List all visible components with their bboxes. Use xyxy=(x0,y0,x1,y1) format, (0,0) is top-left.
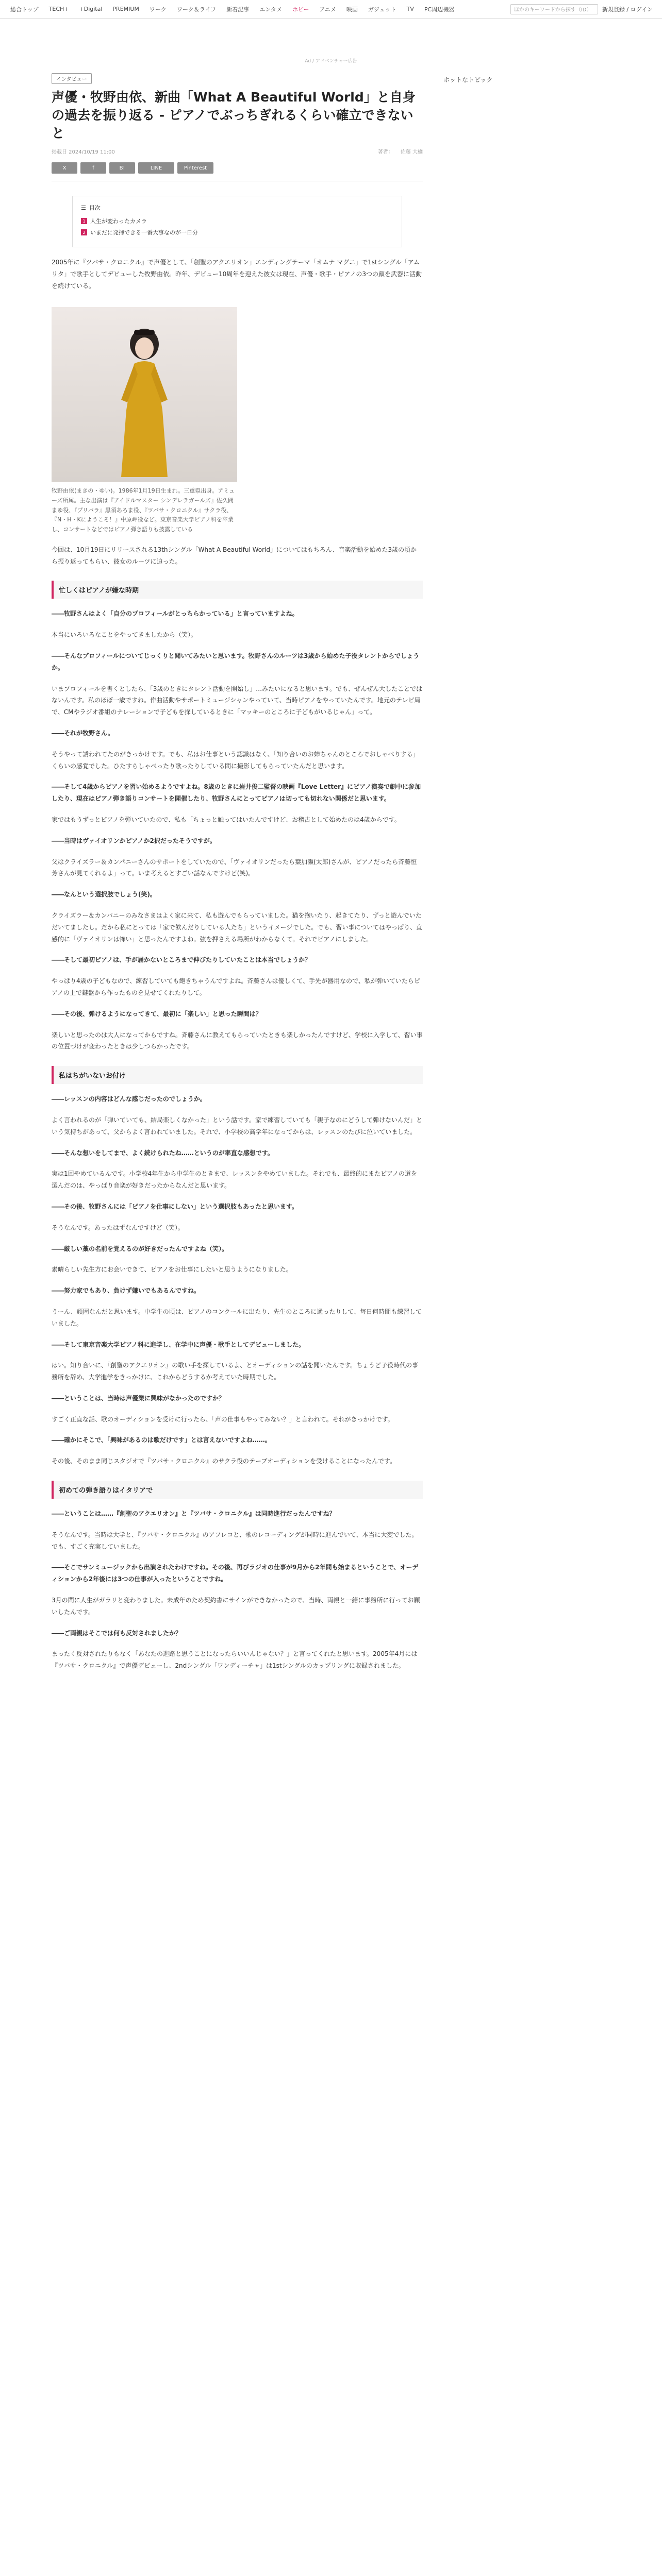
byline-author[interactable]: 佐藤 大橋 xyxy=(400,149,423,155)
interview-question: ――なんという選択肢でしょう(笑)。 xyxy=(52,891,156,899)
ad-label: Ad / アドベンチャー広告 xyxy=(305,59,357,64)
interview-question: ――努力家でもあり、負けず嫌いでもあるんですね。 xyxy=(52,1287,201,1295)
toc-number: 1 xyxy=(81,218,87,224)
global-nav xyxy=(0,0,662,19)
nav-item[interactable]: 総合トップ xyxy=(10,6,39,13)
answer-paragraph: 素晴らしい先生方にお会いできて、ピアノをお仕事にしたいと思うようになりました。 xyxy=(52,1266,292,1274)
nav-item[interactable]: +Digital xyxy=(79,6,103,12)
portrait-photo xyxy=(52,307,237,482)
nav-item[interactable]: PREMIUM xyxy=(112,6,139,12)
ad-banner xyxy=(0,19,662,67)
answer-paragraph: やっぱり4歳の子どもなので、練習していても飽きちゃうんですよね。斉藤さんは優しくて、手先が器用なので、私が弾いていたらピアノの上で鍵盤から作ったものを見せてくれたりして。 xyxy=(52,977,420,996)
answer-paragraph: いまプロフィールを書くとしたら、「3歳のときにタレント活動を開始し」…みたいになると思います。でも、ぜんぜん大したことではないんです。私のほぼ一歳ですね。作曲活動やサポートミュージシャンやっていて、当時ピアノをやっていたんです。地元のテレビ局で、CMやラジオ番組のナレーションで子どもを探しているときに「マッキーのところに子どもがいるじゃん」って。 xyxy=(52,685,423,716)
interview-question: ――厳しい藁の名前を覚えるのが好きだったんですよね（笑）。 xyxy=(52,1245,228,1252)
interview-question: ――その後、弾けるようになってきて、最初に「楽しい」と思った瞬間は？ xyxy=(52,1010,262,1018)
toc-link[interactable]: いまだに発揮できる一番大事なのが一日分 xyxy=(90,229,198,236)
person-illustration xyxy=(106,323,183,482)
interview-question: ――そして4歳からピアノを習い始めるようですよね。8歳のときに岩井俊二監督の映画『Love Letter』にピアノ演奏で劇中に参加したり、現在はピアノ弾き語りコンサートを開催したり、牧野さんにとってピアノは切っても切れない関係だと思います。 xyxy=(52,783,421,803)
publish-date: 掲載日 2024/10/19 11:00 xyxy=(52,149,115,155)
toc-item[interactable] xyxy=(81,228,393,236)
answer-paragraph: 父はクライズラー＆カンパニーさんのサポートをしていたので、「ヴァイオリンだったら葉加瀬(太郎)さんが、ピアノだったら斉藤恒芳さんが見てくれるよ」って。いま考えるとすごい話なんですけど(笑)。 xyxy=(52,858,417,877)
interview-question: ――ご両親はそこでは何も反対されましたか？ xyxy=(52,1629,182,1637)
nav-item[interactable]: アニメ xyxy=(319,6,336,13)
answer-paragraph: うーん、頑固なんだと思います。中学生の頃は、ピアノのコンクールに出たり、先生のところに通ったりして、毎日何時間も練習していました。 xyxy=(52,1308,422,1327)
share-button[interactable]: X xyxy=(52,162,77,174)
table-of-contents xyxy=(72,196,402,247)
article xyxy=(52,67,423,1672)
list-icon: ☰ xyxy=(81,204,86,211)
answer-paragraph: そうなんです。当時は大学と、『ツバサ・クロニクル』のアフレコと、歌のレコーディングが同時に進んでいて、本当に大変でした。でも、すごく充実していました。 xyxy=(52,1531,418,1550)
interview-question: ――確かにそこで、「興味があるのは歌だけです」とは言えないですよね……。 xyxy=(52,1436,271,1444)
interview-question: ――そんな想いをしてまで、よく続けられたね……というのが率直な感想です。 xyxy=(52,1149,274,1157)
sidebar-title: ホットなトピック xyxy=(443,76,493,83)
answer-paragraph: そうやって誘われてたのがきっかけです。でも、私はお仕事という認識はなく、「知り合いのお姉ちゃんのところでおしゃべりする」くらいの感覚でした。ひたすらしゃべったり歌ったりしている間に撮影してもらっていたんだと思います。 xyxy=(52,750,419,770)
interview-question: ――そんなプロフィールについてじっくりと聞いてみたいと思います。牧野さんのルーツは3歳から始めた子役タレントからでしょうか。 xyxy=(52,652,420,671)
nav-item[interactable]: 映画 xyxy=(346,6,358,13)
byline-label: 著者： xyxy=(377,149,393,155)
answer-paragraph: クライズラー＆カンパニーのみなさまはよく家に来て、私も遊んでもらっていました。猫を抱いたり、起きてたり、ずっと遊んでいただいてましたし。だから私にとっては「家で飲んだりしている人たち」というイメージでした。でも、習い事についてはやっぱり、直感的に「ヴァイオリンは怖い」と思ったんですよね。弦を押さえる場所がわからなくて。それでピアノにしました。 xyxy=(52,911,423,943)
share-button[interactable]: f xyxy=(80,162,106,174)
article-title: 声優・牧野由依、新曲「What A Beautiful World」と自身の過去を振り返る - ピアノでぶっちぎれるくらい確立できないと xyxy=(52,90,416,141)
nav-item[interactable]: 新着記事 xyxy=(226,6,250,13)
share-button[interactable]: LINE xyxy=(138,162,174,174)
answer-paragraph: その後、そのまま同じスタジオで『ツバサ・クロニクル』のサクラ役のテープオーディションを受けることになったんです。 xyxy=(52,1458,396,1465)
toc-heading: 目次 xyxy=(89,205,101,211)
interview-question: ――レッスンの内容はどんな感じだったのでしょうか。 xyxy=(52,1095,206,1103)
share-button[interactable]: Pinterest xyxy=(177,162,213,174)
category-tag[interactable]: インタビュー xyxy=(52,73,92,84)
answer-paragraph: 今回は、10月19日にリリースされる13thシングル「What A Beautiful World」についてはもちろん、音楽活動を始めた3歳の頃から振り返ってもらい、彼女のルーツに迫った。 xyxy=(52,546,417,565)
answer-paragraph: はい。知り合いに、『創聖のアクエリオン』の歌い手を探しているよ、とオーディションの話を聞いたんです。ちょうど子役時代の事務所を辞め、大学進学をきっかけに、これからどうするか考えていた時期でした。 xyxy=(52,1362,419,1381)
nav-item[interactable]: PC周辺機器 xyxy=(424,6,455,13)
login-link[interactable]: 新規登録 / ログイン xyxy=(602,6,653,13)
nav-item[interactable]: ホビー xyxy=(292,6,309,13)
nav-item[interactable]: ガジェット xyxy=(368,6,396,13)
answer-paragraph: まったく反対されたりもなく「あなたの進路と思うことになったらいいんじゃない？」と言ってくれたと思います。2005年4月には『ツバサ・クロニクル』で声優デビューし、2ndシングル「ワンディーチャ」は1stシングルのカップリングに収録されました。 xyxy=(52,1650,418,1670)
answer-paragraph: すごく正直な話、歌のオーディションを受けに行ったら、「声の仕事もやってみない？」と言われて。それがきっかけです。 xyxy=(52,1415,394,1423)
interview-question: ――ということは、当時は声優業に興味がなかったのですか？ xyxy=(52,1394,225,1402)
section-heading: 私はちがいないお付け xyxy=(52,1066,423,1084)
sidebar xyxy=(443,67,608,1672)
nav-item[interactable]: エンタメ xyxy=(259,6,282,13)
nav-item[interactable]: ワーク＆ライフ xyxy=(176,6,217,13)
answer-paragraph: 3月の間に人生がガラリと変わりました。未成年のため契約書にサインができなかったので、当時、両親と一緒に事務所に行ってお願いしたんです。 xyxy=(52,1597,420,1616)
answer-paragraph: よく言われるのが「弾いていても、結局楽しくなかった」という話です。家で練習していても「親子なのにどうして弾けないんだ」という気持ちがあって、父からよく言われていました。それで、小学校の高学年になってからは、レッスンのたびに泣いていました。 xyxy=(52,1116,423,1136)
answer-paragraph: 家ではもうずっとピアノを弾いていたので、私も「ちょっと触ってはいたんですけど、お稽古として始めたのは4歳からです。 xyxy=(52,816,401,823)
interview-question: ――その後、牧野さんには「ピアノを仕事にしない」という選択肢もあったと思います。 xyxy=(52,1202,298,1210)
section-heading: 忙しくはピアノが嫌な時期 xyxy=(52,581,423,599)
share-bar xyxy=(52,162,423,181)
interview-question: ――ということは……『創聖のアクエリオン』と『ツバサ・クロニクル』は同時進行だったんですね？ xyxy=(52,1510,336,1518)
search-input[interactable]: ほかのキーワードから探す（ID） xyxy=(510,4,598,14)
nav-item[interactable]: TECH+ xyxy=(48,6,69,12)
photo-caption: 牧野由依(まきの・ゆい)。1986年1月19日生まれ。三重県出身。アミューズ所属。主な出演は『アイドルマスター シンデレラガールズ』佐久間まゆ役、『プリパラ』黒須あろま役、『ツバサ・クロニクル』サクラ役、『N・H・Kにようこそ！』中原岬役など。東京音楽大学ピアノ科を卒業し、コンサートなどではピアノ弾き語りも披露している xyxy=(52,487,235,533)
answer-paragraph: 本当にいろいろなことをやってきましたから（笑）。 xyxy=(52,631,197,639)
interview-question: ――そこでサンミュージックから出演されたわけですね。その後、再びラジオの仕事が9月から2年間も始まるということで、オーディションから2年後には3つの仕事が入ったということですね。 xyxy=(52,1564,419,1583)
interview-question: ――牧野さんはよく「自分のプロフィールがとっちらかっている」と言っていますよね。 xyxy=(52,610,299,618)
toc-link[interactable]: 人生が変わったカメラ xyxy=(90,218,147,225)
interview-question: ――そして最初ピアノは、手が届かないところまで伸びたりしていたことは本当でしょうか？ xyxy=(52,956,311,964)
dress-shape xyxy=(121,361,168,477)
interview-question: ――そして東京音楽大学ピアノ科に進学し、在学中に声優・歌手としてデビューしました。 xyxy=(52,1341,305,1348)
answer-paragraph: 実は1回やめているんです。小学校4年生から中学生のときまで、レッスンをやめていました。それでも、最終的にまたピアノの道を選んだのは、やっぱり音楽が好きだったからなんだと思います。 xyxy=(52,1170,417,1190)
page-body xyxy=(0,67,662,1672)
article-body xyxy=(52,544,423,1672)
nav-item[interactable]: TV xyxy=(406,6,414,12)
photo-figure xyxy=(52,307,237,534)
toc-item[interactable] xyxy=(81,217,393,225)
toc-number: 2 xyxy=(81,229,87,235)
interview-question: ――それが牧野さん。 xyxy=(52,730,114,737)
answer-paragraph: そうなんです。あったはずなんですけど（笑）。 xyxy=(52,1224,184,1231)
section-heading: 初めての弾き語りはイタリアで xyxy=(52,1481,423,1499)
intro-paragraph: 2005年に『ツバサ・クロニクル』で声優として、「創聖のアクエリオン」エンディングテーマ「オムナ マグニ」で1stシングル「アムリタ」で歌手としてデビューした牧野由依。昨年、デビュー10周年を迎えた彼女は現在、声優・歌手・ピアノの3つの顔を武器に活動を続けている。 xyxy=(52,259,422,290)
answer-paragraph: 楽しいと思ったのは大人になってからですね。斉藤さんに教えてもらっていたときも楽しかったんですけど、学校に入学して、習い事の位置づけが変わったときは少しつらかったです。 xyxy=(52,1031,423,1050)
share-button[interactable]: B! xyxy=(109,162,135,174)
interview-question: ――当時はヴァイオリンかピアノか2択だったそうですが。 xyxy=(52,837,216,844)
nav-item[interactable]: ワーク xyxy=(149,6,167,13)
article-meta xyxy=(52,147,423,155)
